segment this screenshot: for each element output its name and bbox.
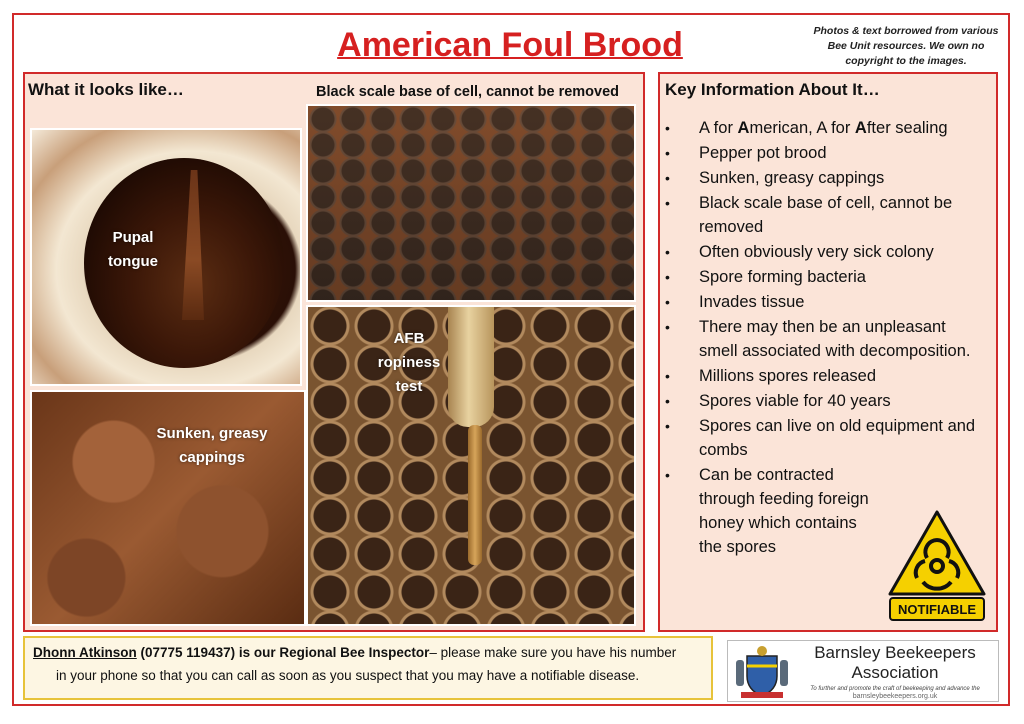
list-item: • Spores viable for 40 years	[662, 389, 982, 413]
black-scale-photo	[306, 104, 636, 302]
list-item: • Millions spores released	[662, 364, 982, 388]
sunken-cappings-photo	[30, 390, 306, 626]
list-item: • Invades tissue	[662, 290, 982, 314]
bullet-icon: •	[665, 393, 670, 409]
bullet-icon: •	[665, 418, 670, 434]
matchstick-image	[448, 307, 494, 427]
list-item: • There may then be an unpleasant smell associated with decomposition.	[662, 315, 982, 363]
key-info-heading: Key Information About It…	[665, 80, 880, 99]
list-item: • Black scale base of cell, cannot be removed	[662, 191, 982, 239]
bullet-icon: •	[665, 368, 670, 384]
bullet-icon: •	[665, 269, 670, 285]
bullet-icon: •	[665, 195, 670, 211]
appearance-heading: What it looks like…	[28, 80, 184, 99]
association-name-line1: Barnsley Beekeepers	[814, 643, 976, 662]
bullet-icon: •	[665, 145, 670, 161]
pupal-tongue-caption: Pupal tongue	[108, 229, 158, 270]
list-item: • Pepper pot brood	[662, 141, 982, 165]
bullet-icon: •	[665, 319, 670, 335]
image-credit-note: Photos & text borrowed from various Bee Unit resources. We own no copyright to the images.	[813, 25, 999, 67]
inspector-phone: (07775 119437)	[136, 645, 236, 660]
sunken-cappings-caption: Sunken, greasy cappings	[156, 425, 268, 466]
inspector-role: is our Regional Bee Inspector	[235, 645, 430, 660]
association-tagline: To further and promote the craft of beekeeping and advance the	[810, 686, 980, 692]
list-item: • Spores can live on old equipment and combs	[662, 414, 982, 462]
list-item: • Sunken, greasy cappings	[662, 166, 982, 190]
inspector-name: Dhonn Atkinson	[33, 645, 137, 660]
list-item: • Spore forming bacteria	[662, 265, 982, 289]
ropiness-test-caption: AFB ropiness test	[377, 330, 441, 395]
ropiness-test-photo	[306, 305, 636, 626]
biohazard-warning-icon	[887, 508, 987, 623]
bullet-icon: •	[665, 294, 670, 310]
bullet-icon: •	[665, 467, 670, 483]
inspector-notice-line2: in your phone so that you can call as soon as you suspect that you may have a notifiable disease.	[56, 668, 640, 683]
list-item: • Can be contracted through feeding foreign honey which contains the spores	[662, 463, 982, 559]
inspector-notice-line1: Dhonn Atkinson (07775 119437) is our Regional Bee Inspector– please make sure you have his number	[33, 645, 677, 660]
page-title: American Foul Brood	[337, 26, 683, 64]
pupal-tongue-photo	[30, 128, 302, 386]
ropy-string-image	[468, 425, 482, 565]
association-name-line2: Association	[851, 663, 939, 682]
notifiable-badge-label: NOTIFIABLE	[898, 602, 976, 617]
bullet-icon: •	[665, 120, 670, 136]
list-item: • A for American, A for After sealing	[662, 116, 982, 140]
bullet-icon: •	[665, 170, 670, 186]
association-url: barnsleybeekeepers.org.uk	[852, 693, 938, 700]
key-info-list	[662, 116, 982, 560]
association-crest-icon	[733, 644, 791, 700]
bullet-icon: •	[665, 244, 670, 260]
list-item: • Often obviously very sick colony	[662, 240, 982, 264]
black-scale-caption: Black scale base of cell, cannot be removed	[316, 84, 620, 100]
